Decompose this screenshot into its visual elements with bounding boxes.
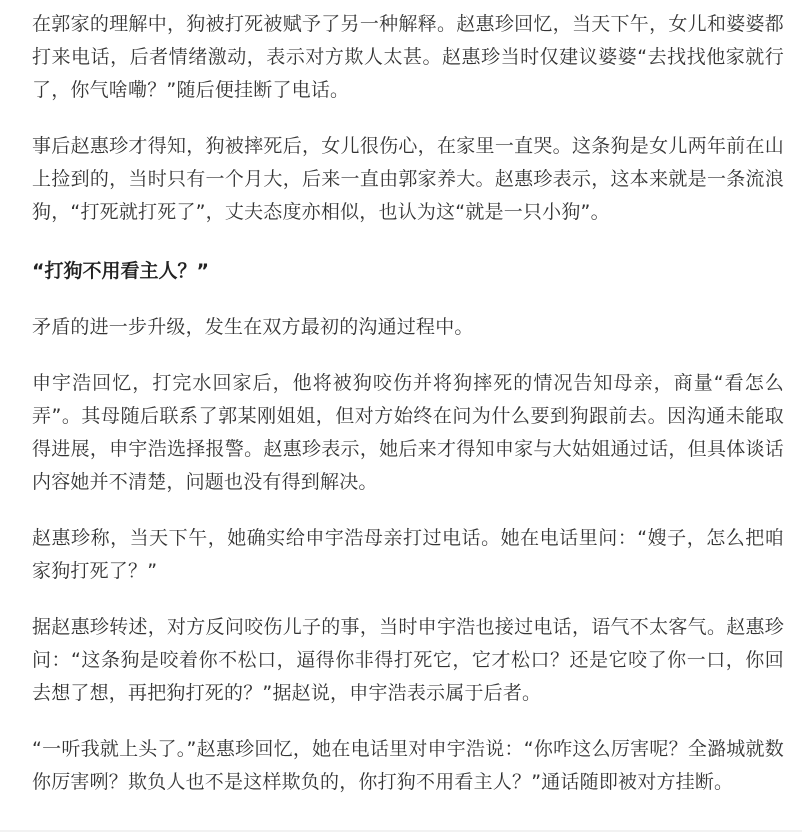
paragraph-3: 矛盾的进一步升级，发生在双方最初的沟通过程中。	[32, 316, 474, 338]
paragraph-6: 据赵惠珍转述，对方反问咬伤儿子的事，当时申宇浩也接过电话，语气不太客气。赵惠珍问：“这条狗是咬着你不松口，逼得你非得打死它，它才松口？还是它咬了你一口，你回去想了想，再把狗打死的？”据赵说，申宇浩表示属于后者。	[32, 616, 784, 704]
paragraph-7: “一听我就上头了。”赵惠珍回忆，她在电话里对申宇浩说：“你咋这么厉害呢？全潞城就数你厉害咧？欺负人也不是这样欺负的，你打狗不用看主人？”通话随即被对方挂断。	[32, 738, 784, 793]
paragraph-5: 赵惠珍称，当天下午，她确实给申宇浩母亲打过电话。她在电话里问：“嫂子，怎么把咱家狗打死了？”	[32, 527, 784, 582]
section-subheading: “打狗不用看主人？”	[32, 260, 209, 282]
paragraph-2: 事后赵惠珍才得知，狗被摔死后，女儿很伤心，在家里一直哭。这条狗是女儿两年前在山上捡到的，当时只有一个月大，后来一直由郭家养大。赵惠珍表示，这本来就是一条流浪狗，“打死就打死了”，丈夫态度亦相似，也认为这“就是一只小狗”。	[32, 135, 784, 223]
paragraph-4: 申宇浩回忆，打完水回家后，他将被狗咬伤并将狗摔死的情况告知母亲，商量“看怎么弄”。其母随后联系了郭某刚姐姐，但对方始终在问为什么要到狗跟前去。因沟通未能取得进展，申宇浩选择报警。赵惠珍表示，她后来才得知申家与大姑姐通过话，但具体谈话内容她并不清楚，问题也没有得到解决。	[32, 372, 784, 493]
article-body	[32, 8, 784, 799]
paragraph-1: 在郭家的理解中，狗被打死被赋予了另一种解释。赵惠珍回忆，当天下午，女儿和婆婆都打来电话，后者情绪激动，表示对方欺人太甚。赵惠珍当时仅建议婆婆“去找找他家就行了，你气啥嘞？”随后便挂断了电话。	[32, 13, 784, 101]
